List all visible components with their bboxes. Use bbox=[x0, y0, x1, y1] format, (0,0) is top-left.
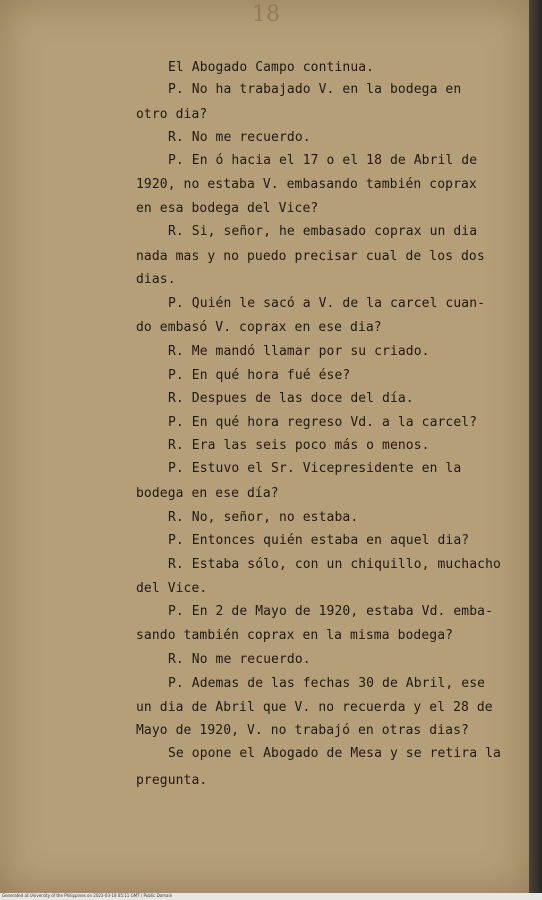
text-line: R. Si, señor, he embasado coprax un dia bbox=[168, 224, 478, 239]
text-line: 1920, no estaba V. embasando también coprax bbox=[136, 177, 477, 192]
text-line: pregunta. bbox=[136, 773, 208, 788]
text-line: P. En ó hacia el 17 o el 18 de Abril de bbox=[168, 153, 478, 168]
text-line: Se opone el Abogado de Mesa y se retira la bbox=[168, 746, 501, 761]
text-line: P. Entonces quién estaba en aquel dia? bbox=[168, 533, 470, 548]
text-line: R. No me recuerdo. bbox=[168, 130, 311, 145]
text-line: R. Me mandó llamar por su criado. bbox=[168, 344, 430, 359]
text-line: P. Ademas de las fechas 30 de Abril, ese bbox=[168, 676, 486, 691]
text-line: P. En 2 de Mayo de 1920, estaba Vd. emba- bbox=[168, 604, 493, 619]
text-line: R. No, señor, no estaba. bbox=[168, 510, 359, 525]
text-line: un dia de Abril que V. no recuerda y el 28 de bbox=[136, 700, 493, 715]
text-line: R. Estaba sólo, con un chiquillo, muchacho bbox=[168, 557, 501, 572]
text-line: P. En qué hora regreso Vd. a la carcel? bbox=[168, 415, 478, 430]
text-line: P. Estuvo el Sr. Vicepresidente en la bbox=[168, 461, 462, 476]
text-line: sando también coprax en la misma bodega? bbox=[136, 628, 454, 643]
text-line: P. Quién le sacó a V. de la carcel cuan- bbox=[168, 296, 486, 311]
text-line: do embasó V. coprax en ese dia? bbox=[136, 320, 382, 335]
text-line: bodega en ese día? bbox=[136, 486, 279, 501]
text-line: R. No me recuerdo. bbox=[168, 652, 311, 667]
text-line: en esa bodega del Vice? bbox=[136, 201, 319, 216]
page-edge-shadow bbox=[529, 0, 542, 900]
text-line: dias. bbox=[136, 272, 176, 287]
footer-text: Generated at University of the Philippines on 2023-03-18 05:11 GMT / Public Domain bbox=[2, 893, 173, 898]
text-line: nada mas y no puedo precisar cual de los dos bbox=[136, 249, 485, 264]
text-line: Mayo de 1920, V. no trabajó en otras dias? bbox=[136, 723, 469, 738]
page-number: 18 bbox=[252, 2, 280, 27]
text-line: del Vice. bbox=[136, 581, 208, 596]
text-line: P. En qué hora fué ése? bbox=[168, 368, 351, 383]
text-line: otro dia? bbox=[136, 107, 208, 122]
text-line: R. Despues de las doce del día. bbox=[168, 391, 414, 406]
text-line: El Abogado Campo continua. bbox=[168, 60, 375, 75]
text-line: R. Era las seis poco más o menos. bbox=[168, 438, 430, 453]
text-line: P. No ha trabajado V. en la bodega en bbox=[168, 82, 462, 97]
